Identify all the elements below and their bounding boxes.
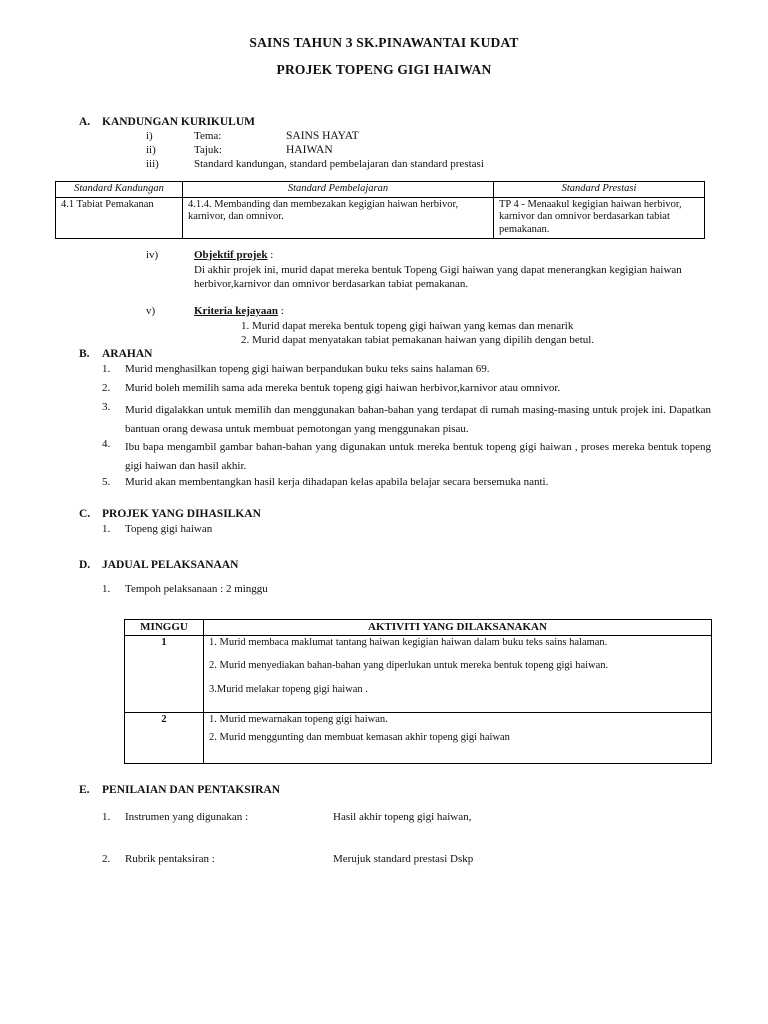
table-row xyxy=(56,197,705,239)
th-minggu: MINGGU xyxy=(125,620,204,636)
a-item-2-label: Tajuk: xyxy=(194,144,222,156)
week-2-activity-1: 1. Murid mewarnakan topeng gigi haiwan. xyxy=(209,713,388,725)
b-item-4-text: Ibu bapa mengambil gambar bahan-bahan yang digunakan untuk mereka bentuk topeng gigi haiwan , proses mereka bentuk topeng gigi haiwan dan hasil akhir. xyxy=(125,441,711,472)
section-c-heading: PROJEK YANG DIHASILKAN xyxy=(102,508,261,520)
b-item-5-num: 5. xyxy=(102,476,111,488)
a-item-1-value: SAINS HAYAT xyxy=(286,130,359,142)
week-1-cell: 1 xyxy=(125,635,204,712)
section-d-heading: JADUAL PELAKSANAAN xyxy=(102,559,239,571)
b-item-2-text: Murid boleh memilih sama ada mereka bentuk topeng gigi haiwan herbivor,karnivor atau omnivor. xyxy=(125,382,561,394)
b-item-4-num: 4. xyxy=(102,438,111,450)
b-item-1-text: Murid menghasilkan topeng gigi haiwan berpandukan buku teks sains halaman 69. xyxy=(125,363,490,375)
a-item-2-value: HAIWAN xyxy=(286,144,333,156)
b-item-3-text: Murid digalakkan untuk memilih dan menggunakan bahan-bahan yang terdapat di rumah masing-masing untuk projek ini. Dapatkan bantuan orang dewasa untuk membuat pemotongan yang menggunakan pisau. xyxy=(125,404,711,435)
schedule-table-header-row xyxy=(125,620,712,636)
kriteria-heading xyxy=(194,305,284,317)
table-row xyxy=(125,635,712,712)
th-aktiviti: AKTIVITI YANG DILAKSANAKAN xyxy=(204,620,712,636)
objektif-text: Di akhir projek ini, murid dapat mereka bentuk Topeng Gigi haiwan yang dapat menerangkan kegigian haiwan herbivor,karnivor dan omnivor berdasarkan tabiat pemakanan. xyxy=(194,264,682,290)
a-item-2-num: ii) xyxy=(146,144,156,156)
e-item-2-num: 2. xyxy=(102,853,111,865)
th-standard-prestasi: Standard Prestasi xyxy=(494,182,705,198)
section-e-letter: E. xyxy=(79,784,90,796)
section-c-letter: C. xyxy=(79,508,91,520)
week-1-activity-3: 3.Murid melakar topeng gigi haiwan . xyxy=(209,683,368,695)
e-item-1-num: 1. xyxy=(102,811,111,823)
cell-standard-kandungan: 4.1 Tabiat Pemakanan xyxy=(56,197,183,239)
a-item-3-num: iii) xyxy=(146,158,159,170)
week-1-activity-1: 1. Murid membaca maklumat tantang haiwan kegigian haiwan dalam buku teks sains halaman. xyxy=(209,636,608,648)
b-item-5-text: Murid akan membentangkan hasil kerja dihadapan kelas apabila belajar secara bersemuka nanti. xyxy=(125,476,549,488)
a-item-3-label: Standard kandungan, standard pembelajaran dan standard prestasi xyxy=(194,158,484,170)
b-item-1-num: 1. xyxy=(102,363,111,375)
section-a-letter: A. xyxy=(79,116,91,128)
section-b-heading: ARAHAN xyxy=(102,348,153,360)
standards-table xyxy=(55,181,705,239)
kriteria-item-2: 2. Murid dapat menyatakan tabiat pemakanan haiwan yang dipilih dengan betul. xyxy=(241,334,595,346)
e-item-1-value: Hasil akhir topeng gigi haiwan, xyxy=(333,811,472,823)
th-standard-pembelajaran: Standard Pembelajaran xyxy=(183,182,494,198)
d-item-1-text: Tempoh pelaksanaan : 2 minggu xyxy=(125,583,268,595)
d-item-1-num: 1. xyxy=(102,583,111,595)
schedule-table xyxy=(124,619,712,764)
objektif-num: iv) xyxy=(146,249,159,261)
section-b-letter: B. xyxy=(79,348,90,360)
section-d-letter: D. xyxy=(79,559,91,571)
page-title: SAINS TAHUN 3 SK.PINAWANTAI KUDAT xyxy=(249,35,519,50)
a-item-1-num: i) xyxy=(146,130,153,142)
objektif-label: Objektif projek xyxy=(194,249,268,261)
kriteria-colon: : xyxy=(278,305,284,317)
page-subtitle: PROJEK TOPENG GIGI HAIWAN xyxy=(276,62,492,77)
cell-standard-pembelajaran: 4.1.4. Membanding dan membezakan kegigian haiwan herbivor, karnivor, dan omnivor. xyxy=(183,197,494,239)
b-item-3-num: 3. xyxy=(102,401,111,413)
e-item-1-label: Instrumen yang digunakan : xyxy=(125,811,249,823)
week-2-activities xyxy=(204,712,712,763)
section-a-heading: KANDUNGAN KURIKULUM xyxy=(102,116,256,128)
c-item-1-text: Topeng gigi haiwan xyxy=(125,523,213,535)
week-1-activity-2: 2. Murid menyediakan bahan-bahan yang diperlukan untuk mereka bentuk topeng gigi haiwan. xyxy=(209,660,609,671)
table-row xyxy=(125,712,712,763)
standards-table-header-row xyxy=(56,182,705,198)
week-2-activity-2: 2. Murid menggunting dan membuat kemasan akhir topeng gigi haiwan xyxy=(209,732,510,743)
objektif-colon: : xyxy=(267,249,274,261)
kriteria-label: Kriteria kejayaan xyxy=(194,305,279,317)
cell-standard-prestasi: TP 4 - Menaakul kegigian haiwan herbivor, karnivor dan omnivor berdasarkan tabiat pemakanan. xyxy=(494,197,705,239)
objektif-heading xyxy=(194,249,273,261)
b-item-2-num: 2. xyxy=(102,382,111,394)
c-item-1-num: 1. xyxy=(102,523,111,535)
a-item-1-label: Tema: xyxy=(194,130,222,142)
section-e-heading: PENILAIAN DAN PENTAKSIRAN xyxy=(102,784,281,796)
kriteria-num: v) xyxy=(146,305,156,317)
e-item-2-value: Merujuk standard prestasi Dskp xyxy=(333,853,474,865)
week-1-activities xyxy=(204,635,712,712)
kriteria-item-1: 1. Murid dapat mereka bentuk topeng gigi haiwan yang kemas dan menarik xyxy=(241,320,574,332)
week-2-cell: 2 xyxy=(125,712,204,763)
th-standard-kandungan: Standard Kandungan xyxy=(56,182,183,198)
e-item-2-label: Rubrik pentaksiran : xyxy=(125,853,215,865)
